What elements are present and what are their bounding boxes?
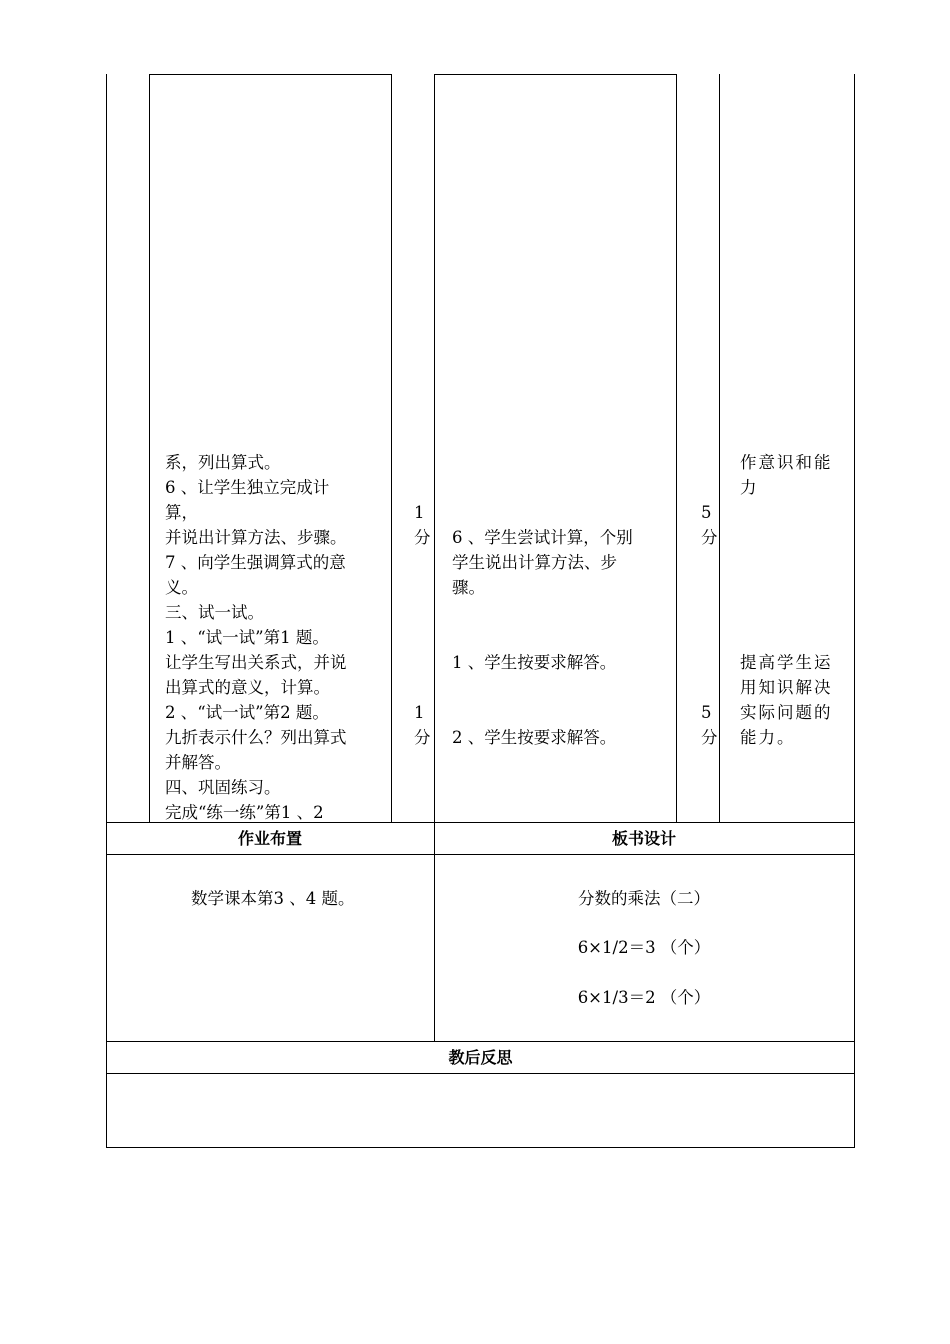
- inner-box-a-top: [149, 74, 392, 75]
- row-line-4: [106, 1073, 855, 1074]
- inner-box-a-right: [391, 74, 392, 823]
- intent-line: 能力。: [740, 728, 796, 747]
- teacher-line: 6 、让学生独立完成计: [165, 478, 330, 497]
- inner-box-a-left: [149, 74, 150, 823]
- time1-a-unit: 分: [414, 528, 431, 547]
- teacher-line: 1 、“试一试”第1 题。: [165, 628, 329, 647]
- teacher-line: 九折表示什么？列出算式: [165, 728, 347, 747]
- teacher-line: 2 、“试一试”第2 题。: [165, 703, 329, 722]
- row-line-3: [106, 1041, 855, 1042]
- teacher-line: 让学生写出关系式，并说: [165, 653, 347, 672]
- teacher-line: 四、巩固练习。: [165, 778, 281, 797]
- board-header: 板书设计: [611, 829, 676, 848]
- student-activity-a: [452, 525, 633, 600]
- teacher-line: 7 、向学生强调算式的意: [165, 553, 346, 572]
- col-divider-intent: [719, 74, 720, 823]
- board-equation-2: 6×1/3＝2 （个）: [577, 988, 711, 1007]
- teacher-line: 三、试一试。: [165, 603, 264, 622]
- reflection-header: 教后反思: [448, 1048, 513, 1067]
- student-line: 骤。: [452, 578, 485, 597]
- time2-b-unit: 分: [701, 728, 718, 747]
- row-line-5: [106, 1147, 855, 1148]
- teacher-line: 算，: [165, 503, 198, 522]
- teacher-line: 义。: [165, 578, 198, 597]
- inner-box-b-top: [434, 74, 677, 75]
- inner-box-b-right: [676, 74, 677, 823]
- student-line: 学生说出计算方法、步: [452, 553, 617, 572]
- row-line-2: [106, 854, 855, 855]
- student-activity-c: 2 、学生按要求解答。: [452, 728, 617, 747]
- intent-line: 作意识和能: [740, 453, 833, 472]
- time1-b-num: 1: [414, 703, 425, 722]
- time1-a-num: 1: [414, 503, 425, 522]
- intent-line: 提高学生运: [740, 653, 833, 672]
- intent-line: 实际问题的: [740, 703, 833, 722]
- teacher-line: 出算式的意义，计算。: [165, 678, 330, 697]
- outer-left-border: [106, 74, 107, 1148]
- homework-content: 数学课本第3 、4 题。: [191, 889, 355, 908]
- outer-right-border: [854, 74, 855, 1148]
- homework-header: 作业布置: [237, 829, 302, 848]
- teacher-line: 并解答。: [165, 753, 231, 772]
- student-line: 6 、学生尝试计算，个别: [452, 528, 633, 547]
- teacher-line: 完成“练一练”第1 、2: [165, 803, 324, 822]
- board-title: 分数的乘法（二）: [578, 889, 710, 908]
- student-activity-b: 1 、学生按要求解答。: [452, 653, 617, 672]
- time2-b-num: 5: [701, 703, 712, 722]
- teacher-line: 系，列出算式。: [165, 453, 281, 472]
- teacher-activity-text: [165, 450, 347, 825]
- intent-line: 用知识解决: [740, 678, 833, 697]
- teacher-line: 并说出计算方法、步骤。: [165, 528, 347, 547]
- time1-b-unit: 分: [414, 728, 431, 747]
- design-intent-b: [740, 650, 833, 750]
- time2-a-unit: 分: [701, 528, 718, 547]
- time2-a-num: 5: [701, 503, 712, 522]
- design-intent-a: [740, 450, 833, 500]
- board-equation-1: 6×1/2＝3 （个）: [577, 938, 711, 957]
- intent-line: 力: [740, 478, 759, 497]
